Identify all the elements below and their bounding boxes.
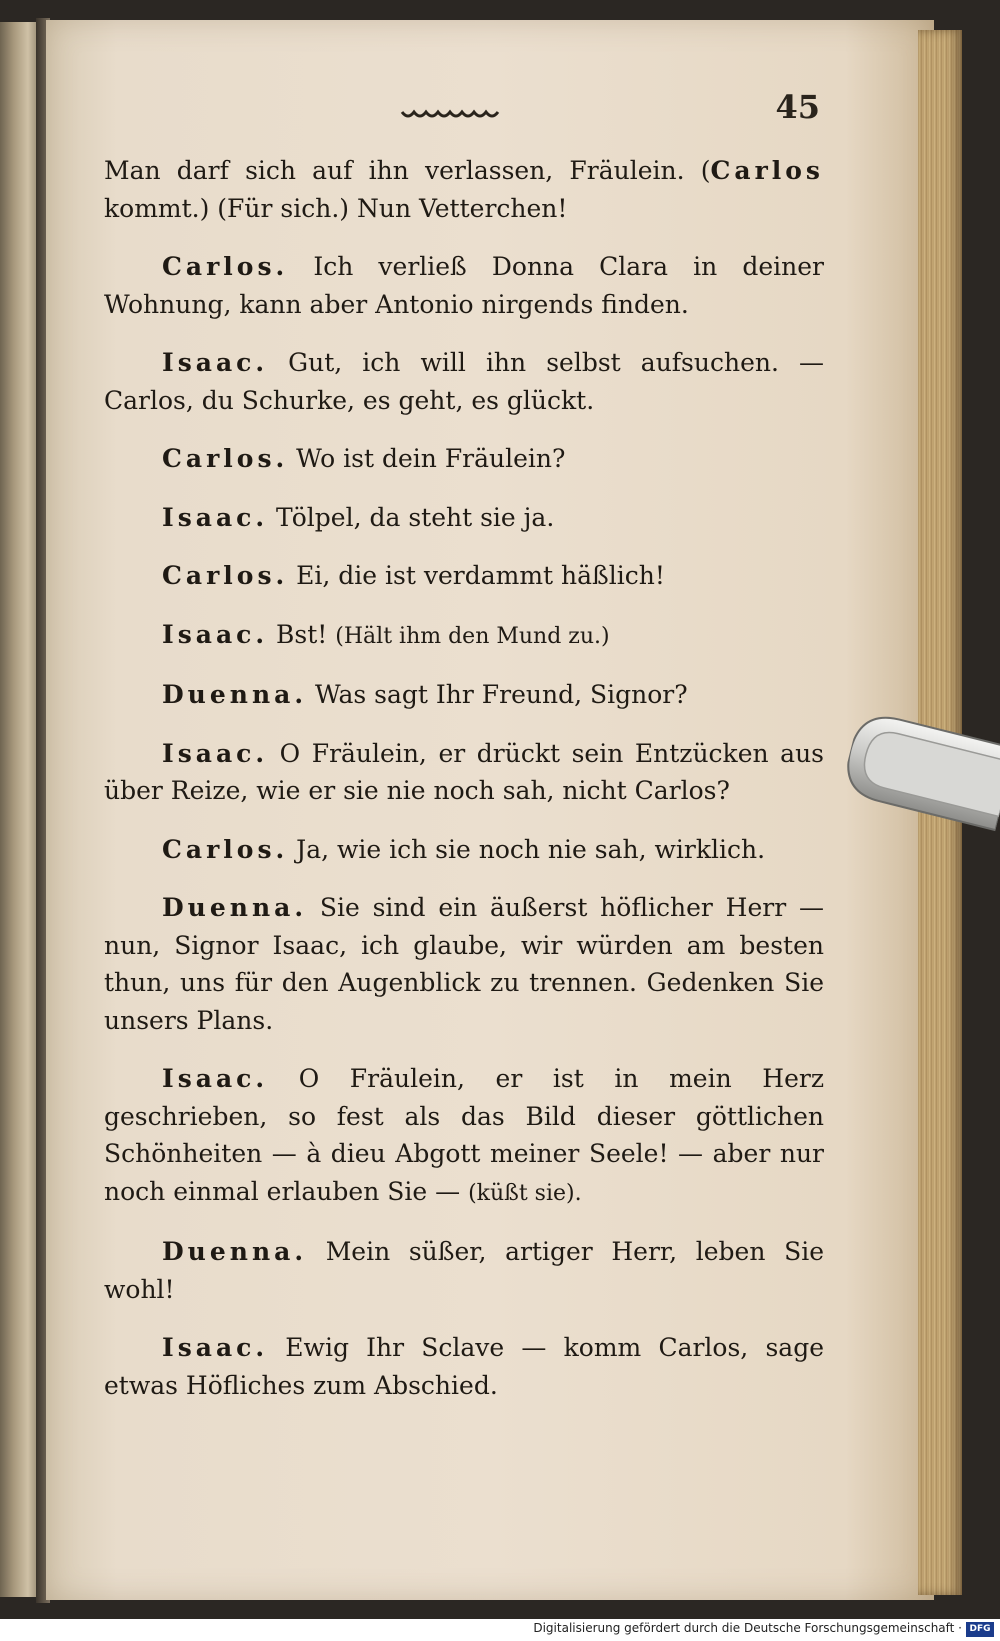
header-ornament bbox=[400, 108, 500, 120]
paragraph bbox=[104, 152, 824, 227]
left-page-edge bbox=[0, 22, 40, 1597]
paragraph bbox=[104, 440, 824, 478]
speaker-name: Carlos. bbox=[162, 252, 289, 281]
speaker-name: Carlos. bbox=[162, 444, 289, 473]
dialogue-text: Gut, ich will ihn selbst aufsuchen. — Carlos, du Schurke, es geht, es glückt. bbox=[104, 348, 824, 415]
footer-strip bbox=[0, 1619, 1000, 1641]
dialogue-text: Was sagt Ihr Freund, Signor? bbox=[307, 680, 688, 709]
speaker-name: Duenna. bbox=[162, 680, 308, 709]
dialogue-text: Mein süßer, artiger Herr, leben Sie wohl! bbox=[104, 1237, 824, 1304]
speaker-name: Isaac. bbox=[162, 348, 269, 377]
paragraph bbox=[104, 831, 824, 869]
dialogue-text: Ei, die ist verdammt häßlich! bbox=[288, 561, 665, 590]
dfg-logo: DFG bbox=[966, 1622, 994, 1637]
speaker-name: Isaac. bbox=[162, 738, 269, 768]
dialogue-text: Ich verließ Donna Clara in deiner Wohnung, kann aber Antonio nirgends finden. bbox=[104, 252, 824, 319]
dialogue-text: Ja, wie ich sie noch nie sah, wirklich. bbox=[288, 834, 766, 864]
stage-direction: (Hält ihm den Mund zu.) bbox=[335, 623, 610, 649]
footer-credit: Digitalisierung gefördert durch die Deutsche Forschungsgemeinschaft · bbox=[533, 1621, 962, 1635]
dialogue-text: Man darf sich auf ihn verlassen, Fräulein. ( bbox=[104, 156, 711, 185]
stage-direction: (küßt sie). bbox=[468, 1180, 582, 1206]
paragraph bbox=[104, 1329, 824, 1404]
paragraph bbox=[104, 735, 824, 810]
dialogue-text: Tölpel, da steht sie ja. bbox=[268, 502, 555, 532]
dialogue-text: Sie sind ein äußerst höflicher Herr — nun, Signor Isaac, ich glaube, wir würden am besten thun, uns für den Augenblick zu trennen. Gedenken Sie unsers Plans. bbox=[104, 893, 824, 1035]
speaker-name: Isaac. bbox=[162, 1333, 269, 1362]
paragraph bbox=[104, 676, 824, 714]
speaker-name: Isaac. bbox=[162, 502, 269, 532]
paragraph bbox=[104, 344, 824, 419]
paragraph bbox=[104, 616, 824, 656]
paragraph bbox=[104, 499, 824, 537]
dialogue-text: kommt.) (Für sich.) Nun Vetterchen! bbox=[104, 193, 568, 223]
dialogue-text: Bst! bbox=[268, 619, 336, 649]
speaker-name: Isaac. bbox=[162, 619, 269, 649]
paragraph bbox=[104, 889, 824, 1039]
text-block bbox=[104, 152, 824, 1425]
page-number: 45 bbox=[775, 88, 820, 126]
speaker-name: Duenna. bbox=[162, 1237, 308, 1266]
dialogue-text: Ewig Ihr Sclave — komm Carlos, sage etwas Höfliches zum Abschied. bbox=[104, 1333, 824, 1400]
paragraph bbox=[104, 557, 824, 595]
speaker-name: Duenna. bbox=[162, 893, 308, 922]
speaker-name: Carlos. bbox=[162, 834, 289, 864]
speaker-name: Isaac. bbox=[162, 1064, 269, 1093]
dialogue-text: Wo ist dein Fräulein? bbox=[288, 444, 566, 473]
paragraph bbox=[104, 1233, 824, 1308]
paragraph bbox=[104, 1060, 824, 1212]
paragraph bbox=[104, 248, 824, 323]
speaker-name: Carlos bbox=[710, 156, 824, 185]
dialogue-text: O Fräulein, er drückt sein Entzücken aus über Reize, wie er sie nie noch sah, nicht Carlos? bbox=[104, 738, 824, 805]
dialogue-text: O Fräulein, er ist in mein Herz geschrieben, so fest als das Bild dieser göttlichen Schönheiten — à dieu Abgott meiner Seele! — aber nur noch einmal erlauben Sie — bbox=[104, 1064, 824, 1206]
speaker-name: Carlos. bbox=[162, 561, 289, 590]
